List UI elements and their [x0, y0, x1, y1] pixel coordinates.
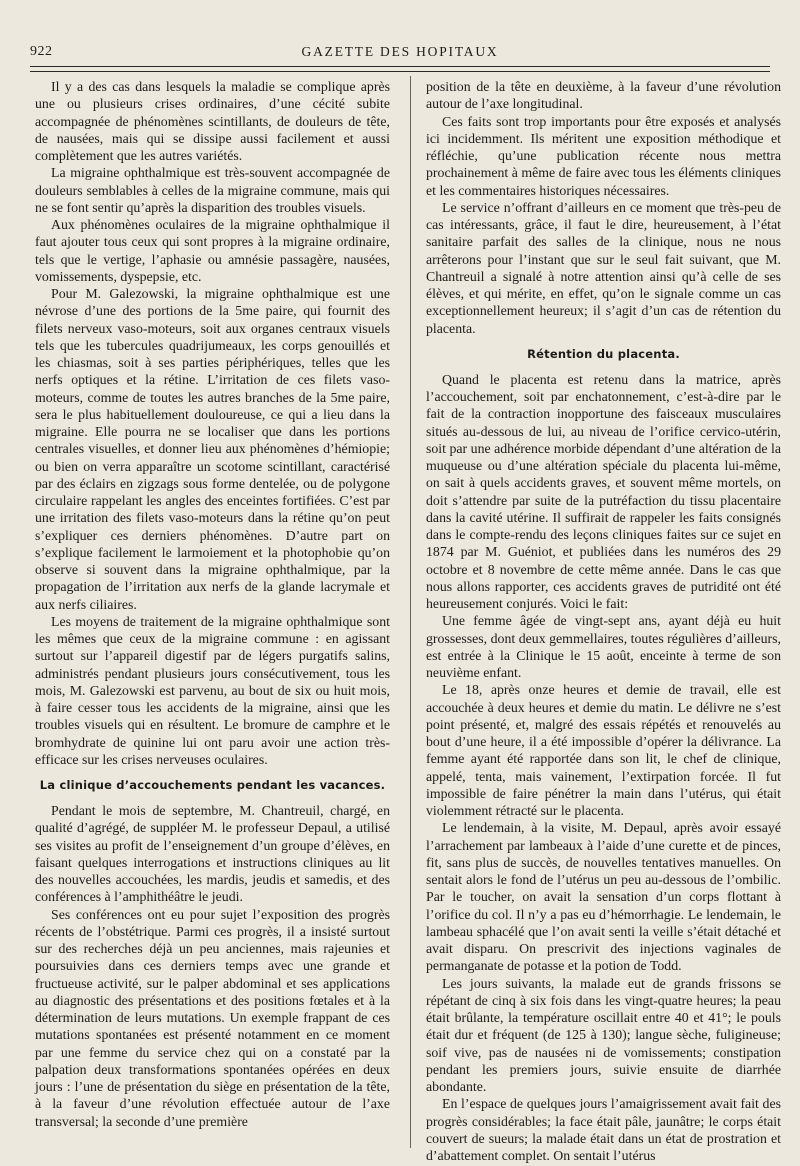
paragraph: Aux phénomènes oculaires de la migraine ophthalmique il faut ajouter tous ceux qui sont propres à la migraine ordinaire, tels que le vertige, l’aphasie ou amnésie passagère, nausées, vomissements, dyspepsie, etc. — [35, 217, 390, 284]
section-heading: La clinique d’accouchements pendant les vacances. — [39, 778, 386, 792]
paragraph: Ces faits sont trop importants pour être exposés et analysés ici incidemment. Ils méritent une exposition méthodique et réfléchie, qu’une publication récente nous mettra prochainement à même de faire avec tous les éléments cliniques et les commentaires historiques nécessaires. — [426, 113, 781, 198]
journal-title: GAZETTE DES HOPITAUX — [301, 44, 499, 59]
paragraph: Quand le placenta est retenu dans la matrice, après l’accouchement, soit par enchatonnement, c’est-à-dire par le fait de la contraction inopportune des faisceaux musculaires situés au-dessous de lui, au niveau de l’orifice cervico-utérin, soit par une adhérence morbide dépendant d’une altération de la muqueuse ou d’une altération spéciale du placenta lui-même, on sait à quels accidents graves, et souvent même mortels, on doit s’attendre par suite de la putréfaction du tissu placentaire dans la cavité utérine. Il suffirait de rappeler les faits consignés dans le compte-rendu des leçons cliniques faites sur ce sujet en 1874 par M. Guéniot, et publiées dans les numéros des 29 octobre et 8 novembre de cette même année. Dans le cas que nous allons rapporter, ces accidents graves de putridité ont été heureusement conjurés. Voici le fait: — [426, 371, 781, 611]
paragraph: Il y a des cas dans lesquels la maladie se complique après une ou plusieurs crises ordinaires, d’une cécité subite accompagnée de phénomènes scintillants, de douleurs de tête, de nausées, mais qui se dissipe aussi facilement et aussi complètement que les autres variétés. — [35, 79, 390, 163]
paragraph: En l’espace de quelques jours l’amaigrissement avait fait des progrès considérables; la face était pâle, jaunâtre; le corps était couvert de sueurs; la malade était dans un état de prostration et d’abattement complet. On sentait l’utérus — [426, 1096, 781, 1163]
paragraph: Une femme âgée de vingt-sept ans, ayant déjà eu huit grossesses, dont deux gemmellaires, toutes régulières d’ailleurs, est entrée à la Clinique le 15 août, enceinte à terme de son neuvième enfant. — [426, 613, 781, 680]
left-column — [35, 78, 390, 1130]
paragraph: Ses conférences ont eu pour sujet l’exposition des progrès récents de l’obstétrique. Parmi ces progrès, il a insisté surtout sur des recherches déjà un peu anciennes, mais rajeunies et poursuivies dans ces derniers temps avec une grande et fructueuse activité, sur le palper abdominal et ses applications au diagnostic des présentations et des positions fœtales et à la détermination de leurs mutations. Un exemple frappant de ces mutations spontanées est présenté notamment en ce moment par une femme du service chez qui on a constaté par la palpation deux transformations spontanées opérées en deux jours : l’une de présentation du siège en présentation de la tête, à la faveur d’une révolution effectuée autour de l’axe transversal; la seconde d’une première — [35, 906, 390, 1129]
paragraph: Le service n’offrant d’ailleurs en ce moment que très-peu de cas intéressants, grâce, il faut le dire, heureusement, à l’état sanitaire parfait des salles de la clinique, nous ne nous arrêterons pour l’instant que sur le seul fait suivant, que M. Chantreuil a signalé à notre attention ainsi qu’à celle de ses élèves, et qui mérite, en effet, qu’on le signale comme un cas exceptionnellement heureux; il s’agit d’un cas de rétention du placenta. — [426, 199, 781, 336]
header-rule-top — [30, 66, 770, 67]
paragraph: Les jours suivants, la malade eut de grands frissons se répétant de cinq à six fois dans les vingt-quatre heures; la peau était brûlante, la température oscillait entre 40 et 41°; le pouls était dur et fréquent (de 125 à 130); langue sèche, fuligineuse; soif vive, pas de nausées ni de vomissements; constipation pendant les premiers jours, suivie ensuite de diarrhée abondante. — [426, 975, 781, 1094]
section-heading: Rétention du placenta. — [527, 346, 680, 361]
paragraph: Les moyens de traitement de la migraine ophthalmique sont les mêmes que ceux de la migraine commune : en agissant surtout sur l’appareil digestif par de légers purgatifs salins, administrés pendant plusieurs jours consécutivement, tous les mois, M. Galezowski est parvenu, au bout de six ou huit mois, à faire cesser tous les accidents de la migraine, ainsi que les troubles visuels qui en résultent. Le bromure de camphre et le bromhydrate de quinine lui ont paru avoir une action très-efficace sur les crises nerveuses oculaires. — [35, 613, 390, 767]
page-number: 922 — [30, 44, 53, 59]
page-header — [30, 44, 770, 64]
right-column — [426, 78, 781, 1164]
paragraph: Pendant le mois de septembre, M. Chantreuil, chargé, en qualité d’agrégé, de suppléer M. le professeur Depaul, a utilisé ses visites au profit de l’enseignement d’un groupe d’élèves, en faisant quelques interrogations et instructions cliniques au lit des nouvelles accouchées, les mardis, jeudis et samedis, et des conférences à l’amphithéâtre le jeudi. — [35, 803, 390, 905]
paragraph: Le lendemain, à la visite, M. Depaul, après avoir essayé l’arrachement par lambeaux à l’aide d’une curette et de pinces, fit, sans plus de succès, de nouvelles tentatives manuelles. On sentait alors le fond de l’utérus un peu au-dessous de l’ombilic. Par le toucher, on avait la sensation d’un corps flottant à l’orifice du col. Il n’y a pas eu d’hémorrhagie. Le lendemain, le lambeau sphacélé que l’on avait senti la veille s’était détaché et avait disparu. On prescrivit des injections vaginales de permanganate de potasse et la potion de Todd. — [426, 820, 781, 974]
paragraph: La migraine ophthalmique est très-souvent accompagnée de douleurs semblables à celles de la migraine commune, mais qui ne se font sentir qu’après la disparition des troubles visuels. — [35, 165, 390, 215]
paragraph: Le 18, après onze heures et demie de travail, elle est accouchée à deux heures et demie du matin. Le délivre ne s’est point présenté, et, malgré des essais répétés et renouvelés au bout d’une heure, il a été impossible d’opérer la délivrance. La femme ayant été rapportée dans son lit, le chef de clinique, appelé, tenta, mais vainement, l’extirpation forcée. Il fut impossible de faire pénétrer la main dans l’utérus, qui était violemment rétracté sur le placenta. — [426, 682, 781, 818]
column-divider — [410, 76, 411, 1148]
paragraph-continued: position de la tête en deuxième, à la faveur d’une révolution autour de l’axe longitudinal. — [426, 79, 781, 112]
paragraph: Pour M. Galezowski, la migraine ophthalmique est une névrose d’une des portions de la 5me paire, qui fournit des filets nerveux vaso-moteurs, soit aux organes centraux visuels tels que les tubercules quadrijumeaux, les corps genouillés et les chiasmas, soit à ses parties périphériques, telles que les nerfs optiques et la rétine. L’irritation de ces filets vaso-moteurs, comme de toutes les autres branches de la 5me paire, sera le plus habituellement douloureuse, ce qui a lieu dans la migraine. Elle pourra ne se localiser que dans les portions centrales visuelles, et donner lieu aux phénomènes d’hémiopie; ou bien on verra apparaître un scotome scintillant, caractérisé par des éclairs en zigzags sous forme dentelée, ou de polygone circulaire rappelant les angles des enceintes fortifiées. C’est par une irritation des filets vaso-moteurs dans la rétine qu’on peut s’expliquer ces derniers phénomènes. D’autre part on s’explique facilement le larmoiement et la photophobie qu’on observe si souvent dans la migraine ophthalmique, par la propagation de l’irritation aux nerfs de la glande lacrymale et aux nerfs ciliaires. — [35, 286, 390, 612]
header-rule-bottom — [30, 71, 770, 72]
